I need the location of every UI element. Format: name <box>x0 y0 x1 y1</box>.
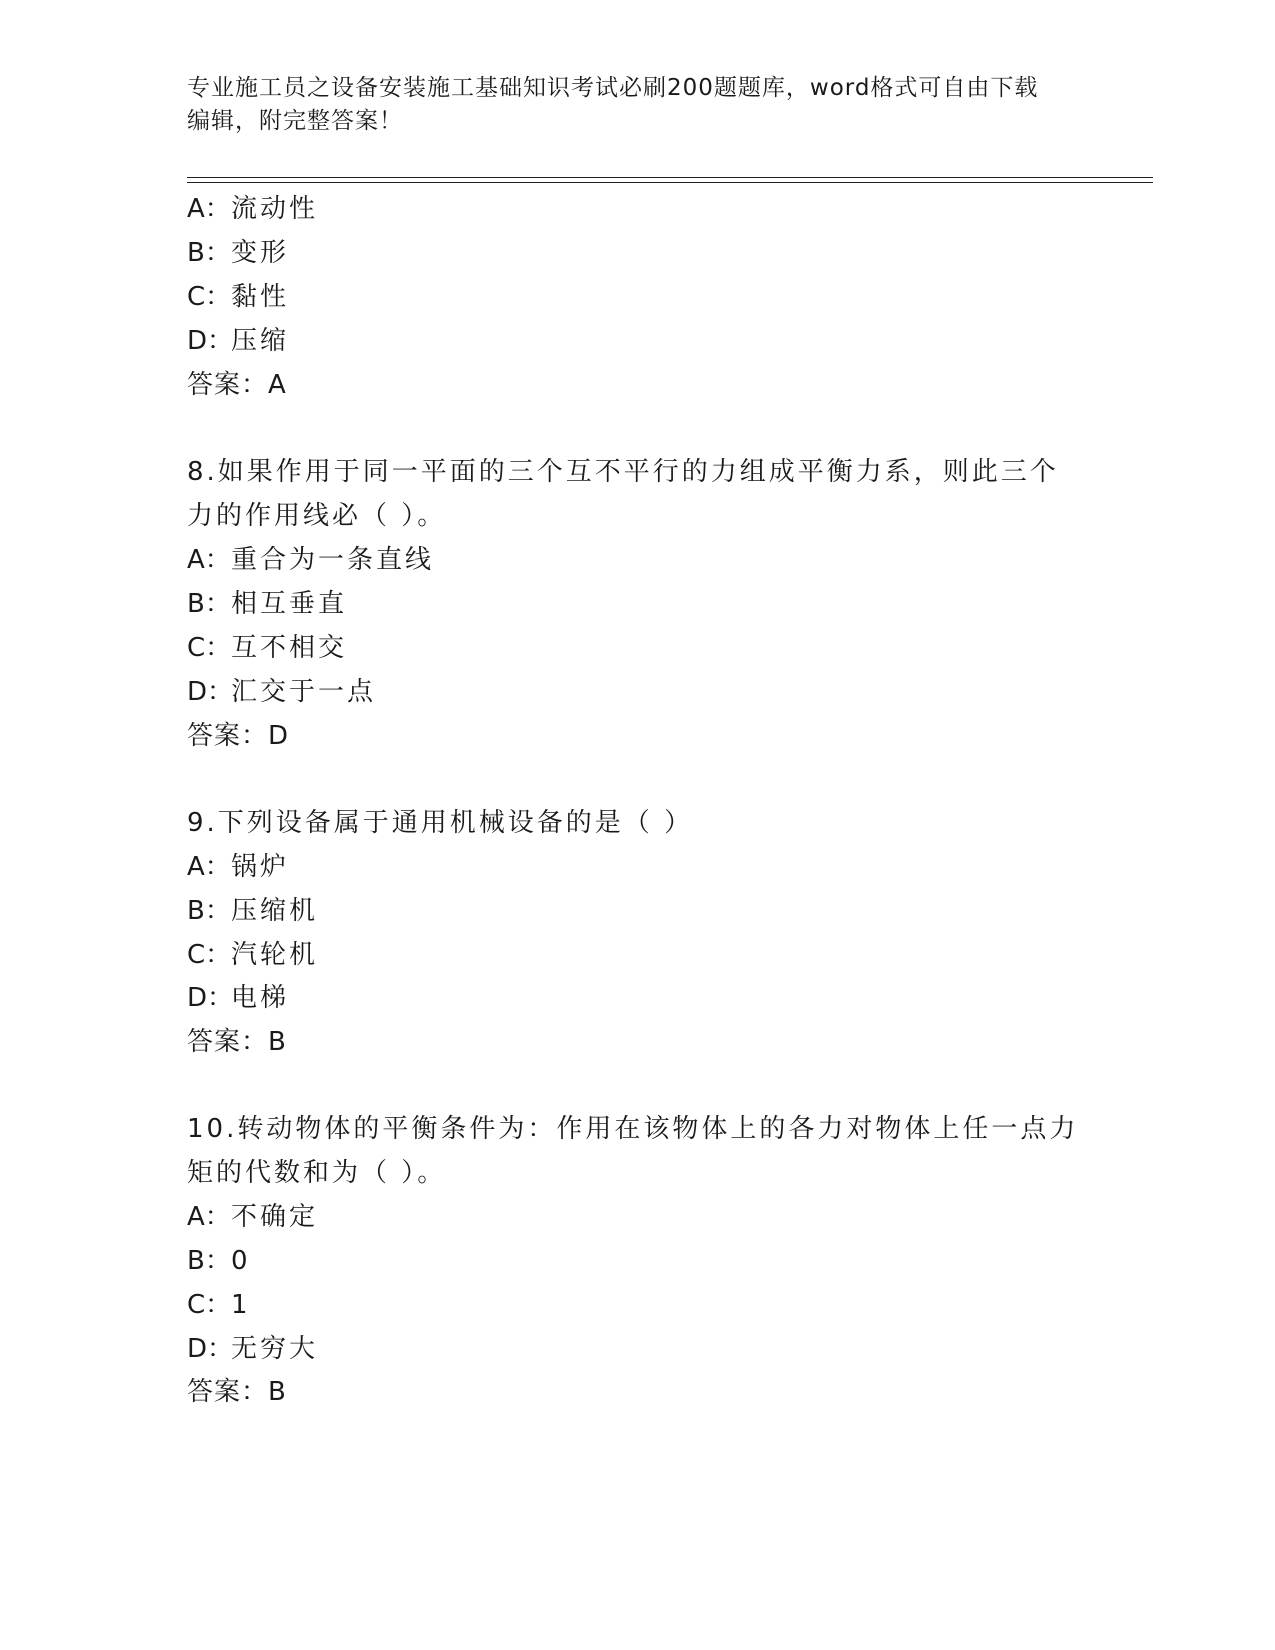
option-text: 1 <box>231 1290 251 1320</box>
option-text: 无穷大 <box>231 1334 319 1364</box>
header-line-2: 编辑，附完整答案！ <box>187 108 403 134</box>
q8-option-c <box>187 627 347 664</box>
option-text: 不确定 <box>231 1202 319 1232</box>
option-label: A： <box>187 852 231 882</box>
option-text: 0 <box>231 1246 251 1276</box>
q8-stem-line-2: 力的作用线必（ ）。 <box>187 501 447 531</box>
option-text: 黏性 <box>231 282 290 312</box>
option-text: 重合为一条直线 <box>231 545 435 575</box>
q7-answer: 答案：A <box>187 370 287 400</box>
q8-stem-line-1: 8.如果作用于同一平面的三个互不平行的力组成平衡力系，则此三个 <box>187 457 1059 487</box>
q7-option-c <box>187 276 289 313</box>
option-label: A： <box>187 545 231 575</box>
q10-answer: 答案：B <box>187 1377 287 1407</box>
q10-stem-line-1: 10.转动物体的平衡条件为：作用在该物体上的各力对物体上任一点力 <box>187 1114 1079 1144</box>
q7-option-a <box>187 188 318 225</box>
option-label: B： <box>187 1246 231 1276</box>
option-text: 流动性 <box>231 194 319 224</box>
option-text: 汽轮机 <box>231 940 319 970</box>
q9-answer: 答案：B <box>187 1027 287 1057</box>
header-line-1: 专业施工员之设备安装施工基础知识考试必刷200题题库，word格式可自由下载 <box>187 75 1039 101</box>
option-text: 压缩 <box>231 326 290 356</box>
option-text: 压缩机 <box>231 896 319 926</box>
q9-stem-line-1: 9.下列设备属于通用机械设备的是（ ） <box>187 808 694 838</box>
q10-option-b <box>187 1240 251 1277</box>
q10-option-d <box>187 1328 318 1365</box>
option-label: D： <box>187 677 234 707</box>
header-divider-bottom <box>187 182 1153 183</box>
option-label: C： <box>187 1290 232 1320</box>
option-label: B： <box>187 238 231 268</box>
option-text: 电梯 <box>231 983 290 1013</box>
q8-option-b <box>187 583 347 620</box>
document-header <box>187 72 1067 138</box>
option-text: 变形 <box>231 238 290 268</box>
q8-answer: 答案：D <box>187 721 290 751</box>
option-label: C： <box>187 282 232 312</box>
q9-option-a <box>187 846 289 883</box>
option-label: D： <box>187 983 234 1013</box>
option-label: C： <box>187 633 232 663</box>
q9-option-b <box>187 890 318 927</box>
option-text: 相互垂直 <box>231 589 348 619</box>
option-text: 互不相交 <box>231 633 348 663</box>
q7-option-b <box>187 232 289 269</box>
q10-option-c <box>187 1284 251 1321</box>
option-label: B： <box>187 589 231 619</box>
q8-option-a <box>187 539 434 576</box>
option-label: A： <box>187 194 231 224</box>
q9-option-c <box>187 934 318 971</box>
q10-option-a <box>187 1196 318 1233</box>
option-text: 汇交于一点 <box>231 677 377 707</box>
q9-option-d <box>187 977 289 1014</box>
q10-stem-line-2: 矩的代数和为（ ）。 <box>187 1158 447 1188</box>
option-label: C： <box>187 940 232 970</box>
option-text: 锅炉 <box>231 852 290 882</box>
q7-option-d <box>187 320 289 357</box>
header-divider-top <box>187 177 1153 178</box>
q8-option-d <box>187 671 376 708</box>
option-label: A： <box>187 1202 231 1232</box>
option-label: D： <box>187 1334 234 1364</box>
option-label: B： <box>187 896 231 926</box>
option-label: D： <box>187 326 234 356</box>
